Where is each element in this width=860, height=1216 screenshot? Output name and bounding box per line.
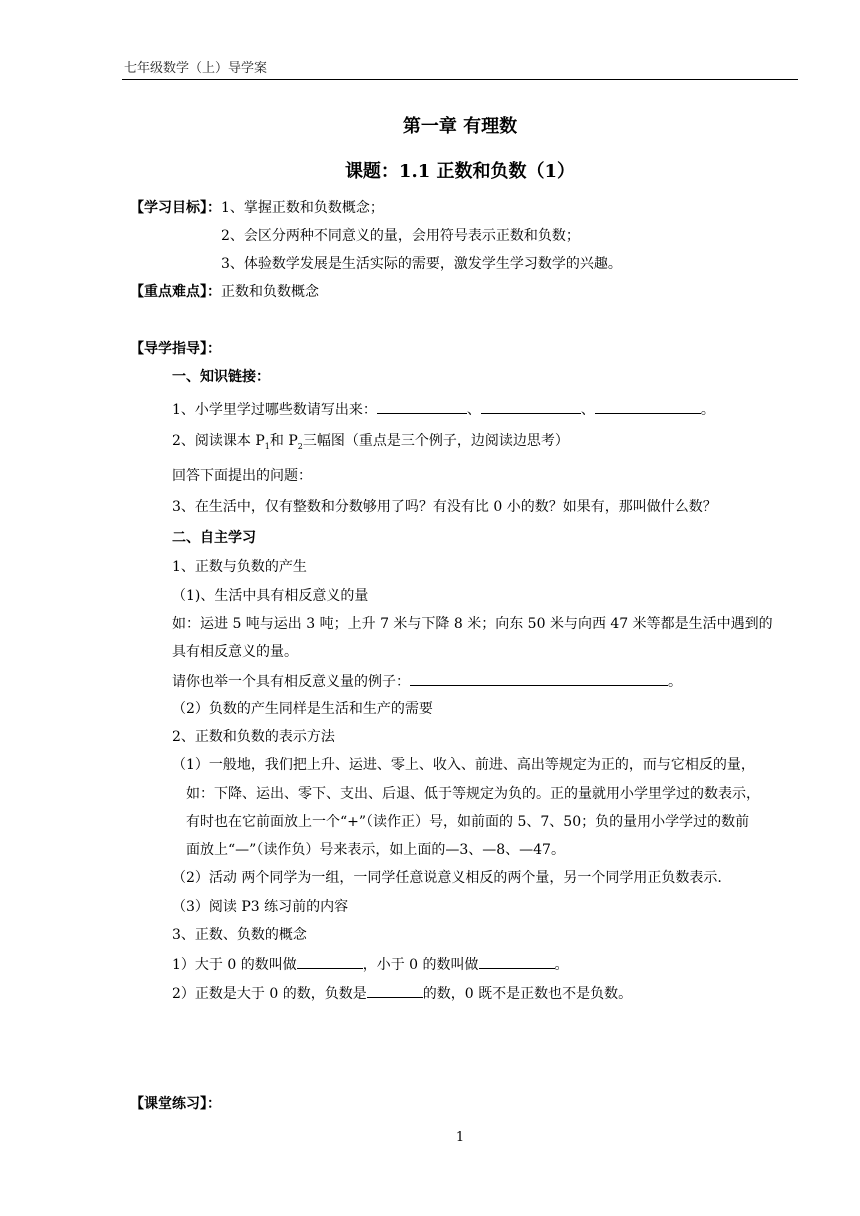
answer-blank[interactable]: [410, 673, 668, 686]
key-points-text: 正数和负数概念: [221, 284, 319, 300]
question-1: 1、小学里学过哪些数请写出来： 、 、 。: [172, 402, 715, 418]
question-2: 2、阅读课本 $P_1$和 $P_2$三幅图（重点是三个例子，边阅读边思考）: [172, 433, 569, 451]
header-divider: [122, 79, 798, 80]
concept-fill-1: 1）大于 0 的数叫做 ，小于 0 的数叫做 。: [172, 957, 569, 973]
paragraph-line: 有时也在它前面放上一个“+”（读作正）号，如前面的 5、7、50；负的量用小学学过的数前: [186, 814, 750, 830]
paragraph-line: （1)、生活中具有相反意义的量: [172, 588, 369, 604]
key-points-label: 【重点难点】: [130, 284, 207, 300]
paragraph-line: 面放上“—”（读作负）号来表示，如上面的—3、—8、—47。: [186, 842, 565, 858]
subsection-heading: 3、正数、负数的概念: [172, 927, 307, 943]
key-points-line: 【重点难点】：正数和负数概念: [130, 284, 319, 300]
practice-heading: 【课堂练习】：: [130, 1096, 221, 1112]
answer-blank[interactable]: [377, 401, 467, 414]
paragraph-line: （1）一般地，我们把上升、运进、零上、收入、前进、高出等规定为正的，而与它相反的量，: [172, 757, 755, 773]
lesson-title: 课题：1.1 正数和负数（1）: [344, 161, 576, 182]
answer-blank[interactable]: [479, 956, 555, 969]
subsection-heading: 1、正数与负数的产生: [172, 559, 307, 575]
answer-prompt: 回答下面提出的问题：: [172, 468, 312, 484]
objective-item: 3、体验数学发展是生活实际的需要，激发学生学习数学的兴趣。: [221, 256, 622, 272]
objectives-label: 【学习目标】: [130, 200, 207, 216]
objectives-line-1: 【学习目标】：1、掌握正数和负数概念；: [130, 200, 384, 216]
concept-fill-2: 2）正数是大于 0 的数，负数是 的数，0 既不是正数也不是负数。: [172, 986, 633, 1002]
paragraph-line: 具有相反意义的量。: [172, 644, 298, 660]
objective-item: 1、掌握正数和负数概念；: [221, 200, 384, 216]
chapter-title: 第一章 有理数: [402, 116, 518, 137]
answer-blank[interactable]: [297, 956, 363, 969]
section2-heading: 二、自主学习: [172, 530, 256, 546]
page-number: 1: [455, 1130, 465, 1145]
answer-blank[interactable]: [595, 401, 701, 414]
guide-heading: 【导学指导】：: [130, 341, 221, 357]
answer-blank[interactable]: [481, 401, 581, 414]
paragraph-line: （3）阅读 P3 练习前的内容: [172, 899, 349, 915]
header-title: 七年级数学（上）导学案: [124, 61, 268, 76]
paragraph-line: （2）活动 两个同学为一组，一同学任意说意义相反的两个量，另一个同学用正负数表示.: [172, 870, 722, 886]
paragraph-line: 如：下降、运出、零下、支出、后退、低于等规定为负的。正的量就用小学里学过的数表示，: [186, 786, 760, 802]
section1-heading: 一、知识链接：: [172, 369, 270, 385]
objective-item: 2、会区分两种不同意义的量，会用符号表示正数和负数；: [221, 228, 580, 244]
answer-blank[interactable]: [367, 985, 423, 998]
question-3: 3、在生活中，仅有整数和分数够用了吗？有没有比 0 小的数？如果有，那叫做什么数？: [172, 499, 717, 515]
example-prompt: 请你也举一个具有相反意义量的例子： 。: [172, 674, 682, 690]
paragraph-line: （2）负数的产生同样是生活和生产的需要: [172, 701, 433, 717]
paragraph-line: 如：运进 5 吨与运出 3 吨；上升 7 米与下降 8 米；向东 50 米与向西 47 米等都是生活中遇到的: [172, 616, 773, 632]
subsection-heading: 2、正数和负数的表示方法: [172, 729, 335, 745]
